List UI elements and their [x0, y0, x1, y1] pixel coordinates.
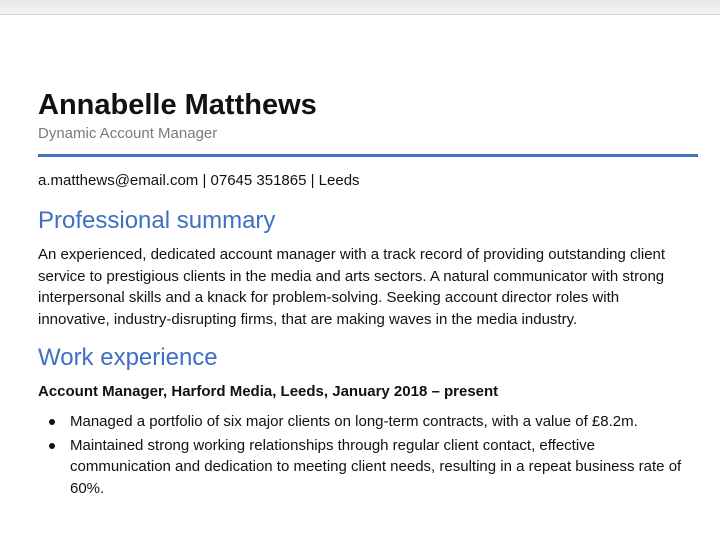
summary-heading: Professional summary	[38, 207, 276, 234]
experience-heading: Work experience	[38, 344, 218, 371]
summary-text: An experienced, dedicated account manager with a track record of providing outstanding client service to prestigious clients in the media and arts sectors. A natural communicator with strong interpersonal skills and a knack for problem-solving. Seeking account director roles with innovative, industry-disrupting firms, that are making waves in the media industry.	[38, 246, 666, 328]
bullet-icon	[49, 419, 55, 425]
bullet-icon	[49, 443, 55, 449]
window-top-bar	[0, 0, 720, 15]
list-item	[38, 435, 698, 500]
bullet-text: Managed a portfolio of six major clients on long-term contracts, with a value of £8.2m.	[70, 413, 638, 430]
bullet-text: Maintained strong working relationships through regular client contact, effective communication and dedication to meeting client needs, resulting in a repeat business rate of 60%.	[70, 436, 682, 497]
contact-line: a.matthews@email.com | 07645 351865 | Leeds	[38, 172, 360, 189]
candidate-name: Annabelle Matthews	[38, 89, 317, 121]
header-divider	[38, 154, 698, 157]
job-bullets	[38, 411, 698, 499]
job-title: Account Manager, Harford Media, Leeds, January 2018 – present	[38, 383, 499, 400]
cv-page	[38, 88, 698, 501]
candidate-subtitle: Dynamic Account Manager	[38, 125, 218, 142]
list-item	[38, 411, 698, 433]
